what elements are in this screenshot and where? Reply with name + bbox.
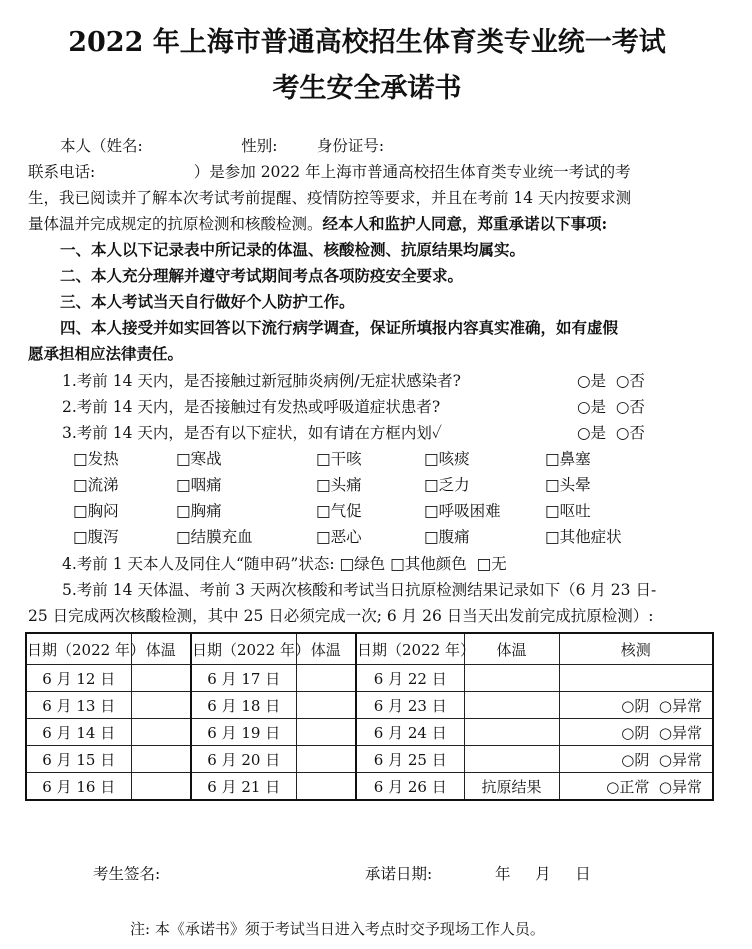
temp-cell[interactable] [464, 665, 559, 692]
temp-cell[interactable] [464, 746, 559, 773]
symptom-checkbox[interactable]: □呕吐 [545, 502, 591, 520]
symptom-checkbox[interactable]: □胸闷 [73, 502, 119, 520]
question-3-answer[interactable]: ○是 ○否 [577, 424, 645, 442]
commitment-4-line-2: 愿承担相应法律责任。 [28, 344, 184, 363]
intro-line-2: 联系电话: ）是参加 2022 年上海市普通高校招生体育类专业统一考试的考 [28, 163, 631, 181]
symptom-checkbox[interactable]: □结膜充血 [176, 528, 253, 546]
nucleic-result-cell[interactable]: ○阴 ○异常 [559, 719, 713, 746]
question-5-line-2: 25 日完成两次核酸检测，其中 25 日必须完成一次; 6 月 26 日当天出发前完成抗原检测）: [28, 607, 654, 625]
question-1: 1.考前 14 天内，是否接触过新冠肺炎病例/无症状感染者? [62, 372, 461, 390]
date-header: 日期（2022 年） [26, 633, 131, 665]
temp-header: 体温 [296, 633, 356, 665]
commitment-2: 二、本人充分理解并遵守考试期间考点各项防疫安全要求。 [60, 266, 464, 285]
date-cell: 6 月 23 日 [356, 692, 464, 719]
question-1-answer[interactable]: ○是 ○否 [577, 372, 645, 390]
commitment-4-line-1: 四、本人接受并如实回答以下流行病学调查，保证所填报内容真实准确，如有虚假 [60, 318, 619, 337]
intro-line-3: 生，我已阅读并了解本次考试考前提醒、疫情防控等要求，并且在考前 14 天内按要求测 [28, 189, 632, 207]
symptom-checkbox[interactable]: □咳痰 [424, 450, 470, 468]
symptom-checkbox[interactable]: □寒战 [176, 450, 222, 468]
symptom-checkbox[interactable]: □发热 [73, 450, 119, 468]
temp-cell[interactable] [296, 773, 356, 801]
symptom-checkbox[interactable]: □胸痛 [176, 502, 222, 520]
antigen-result-cell[interactable]: ○正常 ○异常 [559, 773, 713, 801]
symptom-checkbox[interactable]: □腹痛 [424, 528, 470, 546]
temp-cell[interactable] [296, 692, 356, 719]
date-cell: 6 月 22 日 [356, 665, 464, 692]
date-cell: 6 月 13 日 [26, 692, 131, 719]
temp-header: 体温 [131, 633, 191, 665]
temp-cell[interactable] [464, 692, 559, 719]
symptom-checkbox[interactable]: □头痛 [316, 476, 362, 494]
date-cell: 6 月 16 日 [26, 773, 131, 801]
temp-cell[interactable] [131, 692, 191, 719]
temp-cell[interactable] [296, 719, 356, 746]
temp-cell[interactable] [131, 746, 191, 773]
intro-line-1: 本人（姓名: 性别: 身份证号: [60, 137, 385, 155]
question-3: 3.考前 14 天内，是否有以下症状，如有请在方框内划✓ [62, 424, 442, 442]
table-row [26, 746, 713, 773]
commitment-1: 一、本人以下记录表中所记录的体温、核酸检测、抗原结果均属实。 [60, 240, 526, 259]
footer-note: 注: 本《承诺书》须于考试当日进入考点时交予现场工作人员。 [130, 920, 545, 938]
date-cell: 6 月 20 日 [191, 746, 296, 773]
student-signature-label: 考生签名: [93, 865, 161, 883]
table-header-row [26, 633, 713, 665]
temp-header: 体温 [464, 633, 559, 665]
date-cell: 6 月 19 日 [191, 719, 296, 746]
date-cell: 6 月 21 日 [191, 773, 296, 801]
date-cell: 6 月 24 日 [356, 719, 464, 746]
commitment-date-label: 承诺日期: [365, 865, 433, 883]
symptom-checkbox[interactable]: □头晕 [545, 476, 591, 494]
temp-cell[interactable] [131, 719, 191, 746]
table-row [26, 692, 713, 719]
symptom-checkbox[interactable]: □气促 [316, 502, 362, 520]
symptom-checkbox[interactable]: □鼻塞 [545, 450, 591, 468]
date-cell: 6 月 26 日 [356, 773, 464, 801]
nucleic-result-cell[interactable]: ○阴 ○异常 [559, 692, 713, 719]
temp-cell[interactable] [464, 719, 559, 746]
title-line-2: 考生安全承诺书 [272, 73, 462, 104]
date-cell: 6 月 17 日 [191, 665, 296, 692]
test-cell [559, 665, 713, 692]
symptom-checkbox[interactable]: □咽痛 [176, 476, 222, 494]
table-row [26, 719, 713, 746]
intro-line-4 [28, 211, 718, 237]
intro-line-4-normal: 量体温并完成规定的抗原检测和核酸检测。 [28, 215, 323, 233]
table-row [26, 665, 713, 692]
symptom-checkbox[interactable]: □流涕 [73, 476, 119, 494]
commitment-3: 三、本人考试当天自行做好个人防护工作。 [60, 292, 355, 311]
question-5-line-1: 5.考前 14 天体温、考前 3 天两次核酸和考试当日抗原检测结果记录如下（6 月 23 日- [62, 581, 657, 599]
question-2-answer[interactable]: ○是 ○否 [577, 398, 645, 416]
title-line-1: 2022 年上海市普通高校招生体育类专业统一考试 [68, 27, 666, 58]
date-header: 日期（2022 年） [191, 633, 296, 665]
date-cell: 6 月 15 日 [26, 746, 131, 773]
commitment-date-fields[interactable]: 年 月 日 [495, 865, 591, 883]
nucleic-result-cell[interactable]: ○阴 ○异常 [559, 746, 713, 773]
antigen-label: 抗原结果 [464, 773, 559, 801]
symptom-checkbox[interactable]: □恶心 [316, 528, 362, 546]
symptom-checkbox[interactable]: □腹泻 [73, 528, 119, 546]
table-row [26, 773, 713, 801]
date-cell: 6 月 14 日 [26, 719, 131, 746]
temp-cell[interactable] [131, 773, 191, 801]
temp-cell[interactable] [131, 665, 191, 692]
symptom-checkbox[interactable]: □乏力 [424, 476, 470, 494]
symptom-checkbox[interactable]: □干咳 [316, 450, 362, 468]
symptom-checkbox[interactable]: □呼吸困难 [424, 502, 501, 520]
temp-cell[interactable] [296, 746, 356, 773]
temp-cell[interactable] [296, 665, 356, 692]
intro-line-4-bold: 经本人和监护人同意，郑重承诺以下事项: [322, 214, 608, 233]
date-cell: 6 月 12 日 [26, 665, 131, 692]
date-header: 日期（2022 年） [356, 633, 464, 665]
test-header: 核测 [559, 633, 713, 665]
date-cell: 6 月 25 日 [356, 746, 464, 773]
symptom-checkbox[interactable]: □其他症状 [545, 528, 622, 546]
question-4: 4.考前 1 天本人及同住人“随申码”状态: □绿色 □其他颜色 □无 [62, 555, 507, 573]
date-cell: 6 月 18 日 [191, 692, 296, 719]
record-table [25, 632, 714, 801]
question-2: 2.考前 14 天内，是否接触过有发热或呼吸道症状患者? [62, 398, 441, 416]
